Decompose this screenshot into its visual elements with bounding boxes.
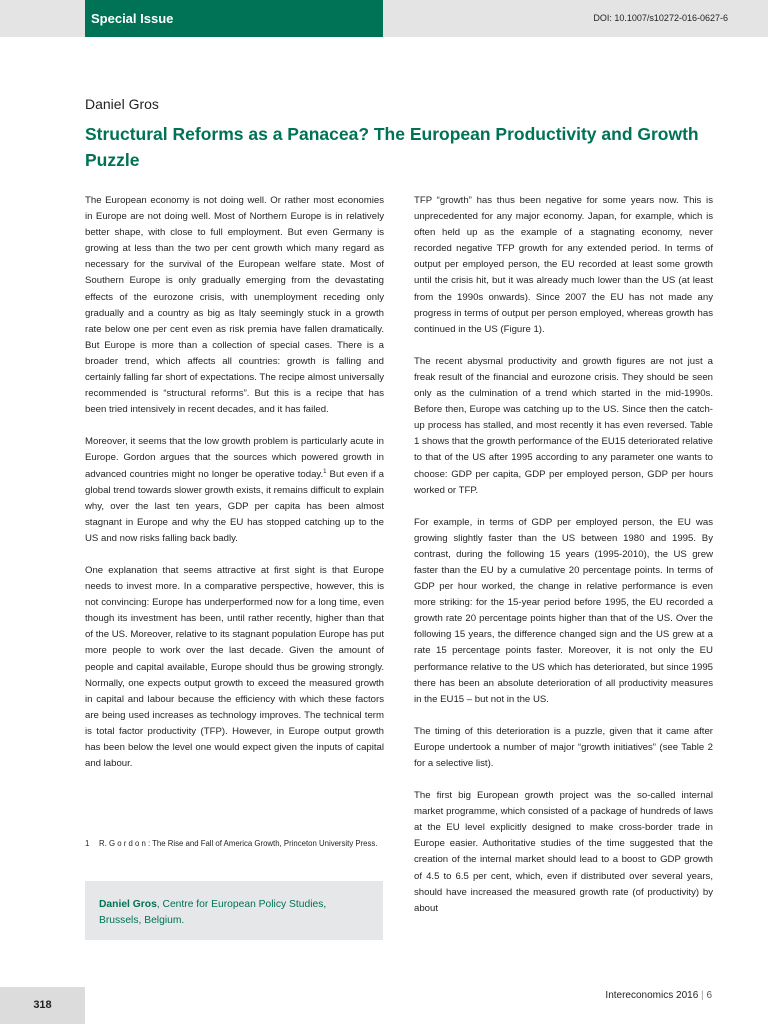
paragraph: The recent abysmal productivity and growth figures are not just a freak result of the financial and eurozone crisis. They should be seen only as the culmination of a trend which started in the mid-1990s. Before then, Europe was catching up to the US. Since then the catch-up process has stalled, and most recently it has even reversed. Table 1 shows that the growth performance of the EU15 deteriorated relative to that of the US after 1995 according to any parameter one wants to choose: GDP per capita, GDP per employed person, GDP per hours worked or TFP.: [414, 355, 713, 496]
article-title: Structural Reforms as a Panacea? The European Productivity and Growth Puzzle: [85, 124, 699, 170]
journal-issue: 6: [706, 990, 712, 1001]
paragraph: [85, 434, 384, 547]
section-label: Special Issue: [85, 0, 383, 37]
footnote-number: 1: [85, 839, 90, 848]
footnote-ref[interactable]: 1: [323, 468, 327, 475]
article-author: Daniel Gros: [85, 96, 159, 112]
paragraph: The European economy is not doing well. Or rather most economies in Europe are not doing well. Most of Northern Europe is in relatively better shape, with close to full employment. But even Germany is growing at less than the two per cent growth which many regard as necessary for the survival of the European welfare state. Most of Southern Europe is only gradually emerging from the devastating effects of the eurozone crisis, with unemployment receding only gradually and a country as big as Italy seemingly stuck in a growth rate below one per cent even as risk premia have fallen dramatically. But Europe is more than a collection of special cases. There is a broader trend, which affects all countries: growth is falling and certainly falling far short of expectations. The recipe almost universally recommended is “structural reforms”. But this is a recipe that has been tried intensively in recent decades, and it has failed.: [85, 195, 384, 416]
author-box-name: Daniel Gros: [99, 899, 157, 910]
journal-footer: [605, 987, 712, 1004]
paragraph: The first big European growth project was the so-called internal market programme, which consisted of a package of hundreds of laws at the EU level explicitly designed to make cross-border trade in Europe easier. Authoritative studies of the time suggested that the creation of the internal market should lead to a boost to GDP growth of 4.5 to 6.5 per cent, which, even if distributed over several years, should have increased the measured growth rate (of productivity) by about: [414, 790, 713, 914]
paragraph-text: Moreover, it seems that the low growth problem is particularly acute in Europe. Gordon argues that the sources which powered growth in advanced countries might no longer be operative today.: [85, 436, 384, 480]
doi-link[interactable]: DOI: 10.1007/s10272-016-0627-6: [593, 13, 728, 23]
left-column: [85, 193, 384, 788]
journal-name: Intereconomics 2016: [605, 990, 699, 1001]
paragraph: TFP “growth” has thus been negative for some years now. This is unprecedented for any major economy. Japan, for example, which is often held up as the example of a stagnating economy, never recorded negative TFP growth for any extended period. In terms of output per employed person, the EU recorded at least some growth until the crisis hit, but it was already much lower than the US (at least from the 1990s onwards). Since 2007 the EU has not made any progress in terms of output per person employed, whereas growth has continued in the US (Figure 1).: [414, 195, 713, 335]
header-bar: [0, 0, 768, 37]
page-number: 318: [0, 987, 85, 1024]
footer-separator: |: [701, 990, 704, 1001]
right-column: [414, 193, 713, 933]
paragraph-text: But even if a global trend towards slower growth exists, it remains difficult to explain why, over the last ten years, GDP per capita has been almost stagnant in Europe and why the EU has stopped catching up to the US and now risks falling back badly.: [85, 468, 385, 544]
paragraph: One explanation that seems attractive at first sight is that Europe needs to invest more. In a comparative perspective, however, this is not convincing: Europe has underperformed now for a long time, even though its investment has been, until rather recently, higher than that of the US. Moreover, relative to its stagnant population Europe has put more people to work over the last decade. Given the amount of people and capital available, Europe should thus be growing strongly. Normally, one expects output growth to exceed the measured growth in capital and labour because the efficiency with which these factors are being used increases as technology improves. The technical term is total factor productivity (TFP). However, in Europe output growth has been below the level one would expect given the inputs of capital and labour.: [85, 564, 384, 770]
footnote-text: R. G o r d o n : The Rise and Fall of America Growth, Princeton University Press.: [99, 839, 378, 848]
paragraph: For example, in terms of GDP per employed person, the EU was growing slightly faster than the US between 1980 and 1995. By contrast, during the following 15 years (1995-2010), the US grew faster than the EU by a cumulative 20 percentage points. In terms of GDP per hour worked, the change in relative performance is even more striking: for the 15-year period before 1995, the EU recorded a growth rate 20 percentage points higher than that of the US. Over the following 15 years, the difference changed sign and the US grew at a rate 15 percentage points faster. Moreover, it is not only the EU performance relative to the US which has deteriorated, but since 1995 there has been an absolute deterioration of all productivity measures in the EU15 – but not in the US.: [414, 516, 713, 705]
author-box-affiliation: , Centre for European Policy Studies, Brussels, Belgium.: [99, 899, 327, 926]
footnote: [85, 837, 384, 850]
author-info-box: [85, 881, 383, 940]
paragraph: The timing of this deterioration is a puzzle, given that it came after Europe undertook a number of major “growth initiatives” (see Table 2 for a selective list).: [414, 725, 713, 769]
